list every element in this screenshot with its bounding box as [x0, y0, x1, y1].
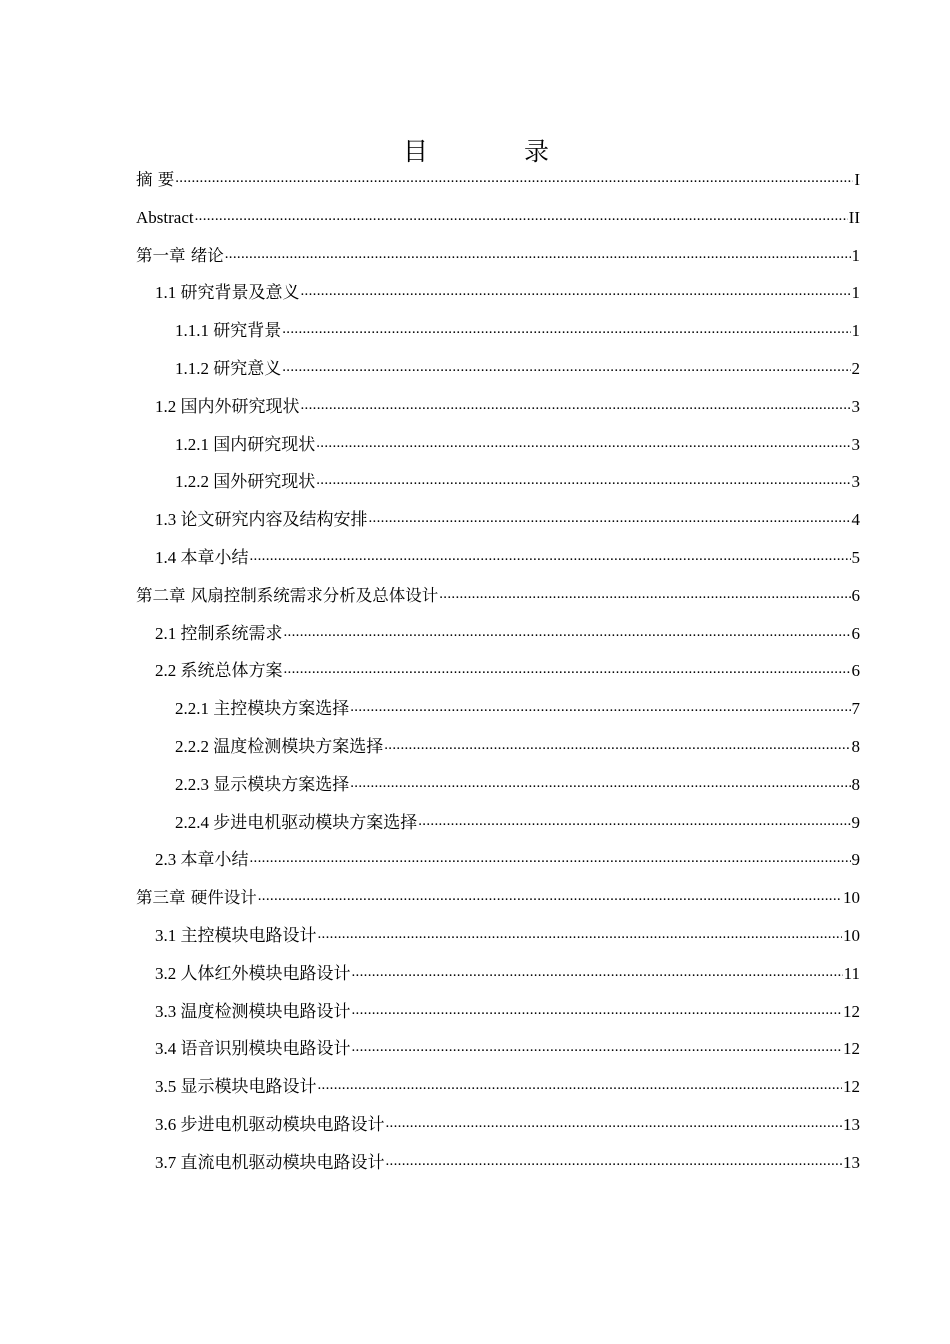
toc-dot-leader	[195, 206, 848, 223]
toc-dot-leader	[284, 622, 851, 639]
toc-entry[interactable]	[136, 1106, 860, 1144]
toc-entry-page-number: 11	[843, 963, 860, 983]
toc-entry[interactable]	[136, 539, 860, 577]
toc-entry-label: 2.2.1 主控模块方案选择	[175, 699, 350, 719]
toc-entry-label: 第一章 绪论	[136, 245, 224, 265]
toc-entry[interactable]	[136, 917, 860, 955]
toc-entry-page-number: 1	[851, 321, 860, 341]
toc-entry-label: 3.1 主控模块电路设计	[155, 925, 317, 945]
toc-entry[interactable]	[136, 1144, 860, 1182]
toc-entry-label: Abstract	[136, 207, 194, 227]
toc-entry[interactable]	[136, 652, 860, 690]
toc-entry-label: 第二章 风扇控制系统需求分析及总体设计	[136, 585, 439, 605]
toc-entry-label: 2.2.4 步进电机驱动模块方案选择	[175, 812, 418, 832]
toc-dot-leader	[352, 962, 843, 979]
toc-entry[interactable]	[136, 690, 860, 728]
toc-entry-page-number: 10	[843, 925, 860, 945]
toc-entry[interactable]	[136, 350, 860, 388]
toc-entry[interactable]	[136, 879, 860, 917]
toc-dot-leader	[386, 1113, 843, 1130]
toc-entry-label: 2.2.3 显示模块方案选择	[175, 774, 350, 794]
toc-dot-leader	[369, 508, 851, 525]
toc-dot-leader	[250, 848, 851, 865]
toc-entry[interactable]	[136, 728, 860, 766]
toc-entry[interactable]	[136, 766, 860, 804]
toc-dot-leader	[250, 546, 851, 563]
toc-dot-leader	[384, 735, 850, 752]
toc-entry-label: 3.2 人体红外模块电路设计	[155, 963, 351, 983]
toc-entry-page-number: 3	[851, 434, 860, 454]
toc-dot-leader	[301, 281, 851, 298]
toc-entry-page-number: 1	[851, 245, 860, 265]
toc-entry-label: 2.2 系统总体方案	[155, 661, 283, 681]
toc-dot-leader	[439, 584, 850, 601]
toc-entry[interactable]	[136, 577, 860, 615]
toc-entry-label: 1.2.2 国外研究现状	[175, 472, 316, 492]
toc-entry-label: 3.3 温度检测模块电路设计	[155, 1001, 351, 1021]
toc-entry-page-number: 8	[851, 736, 860, 756]
toc-entry-page-number: 12	[843, 1039, 860, 1059]
toc-dot-leader	[352, 1037, 843, 1054]
toc-entry-label: 1.4 本章小结	[155, 547, 249, 567]
toc-entry-label: 2.1 控制系统需求	[155, 623, 283, 643]
toc-entry[interactable]	[136, 993, 860, 1031]
toc-dot-leader	[418, 811, 850, 828]
toc-entry[interactable]	[136, 388, 860, 426]
toc-dot-leader	[284, 659, 851, 676]
table-of-contents	[136, 161, 860, 1182]
toc-entry-page-number: 2	[851, 358, 860, 378]
toc-entry-label: 1.2 国内外研究现状	[155, 396, 300, 416]
toc-entry-page-number: 7	[851, 699, 860, 719]
toc-entry[interactable]	[136, 237, 860, 275]
toc-entry-page-number: 4	[851, 510, 860, 530]
toc-entry[interactable]	[136, 199, 860, 237]
toc-dot-leader	[175, 168, 853, 185]
toc-entry-label: 第三章 硬件设计	[136, 888, 257, 908]
toc-entry-label: 1.3 论文研究内容及结构安排	[155, 510, 368, 530]
toc-dot-leader	[258, 886, 842, 903]
toc-entry-page-number: 6	[851, 623, 860, 643]
toc-entry-page-number: II	[848, 207, 860, 227]
toc-entry[interactable]	[136, 501, 860, 539]
toc-entry[interactable]	[136, 1030, 860, 1068]
toc-entry-page-number: 6	[851, 585, 860, 605]
toc-entry-label: 3.5 显示模块电路设计	[155, 1077, 317, 1097]
toc-entry-label: 1.1 研究背景及意义	[155, 283, 300, 303]
toc-entry-page-number: 13	[843, 1152, 860, 1172]
toc-entry-page-number: 5	[851, 547, 860, 567]
toc-entry[interactable]	[136, 312, 860, 350]
toc-entry[interactable]	[136, 841, 860, 879]
toc-dot-leader	[350, 773, 850, 790]
toc-dot-leader	[301, 395, 851, 412]
toc-dot-leader	[225, 244, 851, 261]
toc-entry-page-number: 10	[843, 888, 860, 908]
toc-dot-leader	[350, 697, 850, 714]
toc-entry-page-number: 9	[851, 850, 860, 870]
toc-entry-label: 3.4 语音识别模块电路设计	[155, 1039, 351, 1059]
toc-dot-leader	[316, 433, 850, 450]
toc-entry-page-number: I	[854, 170, 860, 189]
toc-dot-leader	[318, 1075, 843, 1092]
toc-entry-label: 1.2.1 国内研究现状	[175, 434, 316, 454]
toc-entry-page-number: 3	[851, 472, 860, 492]
toc-entry-page-number: 6	[851, 661, 860, 681]
toc-entry[interactable]	[136, 274, 860, 312]
toc-entry-page-number: 1	[851, 283, 860, 303]
toc-entry-label: 3.6 步进电机驱动模块电路设计	[155, 1114, 385, 1134]
toc-entry[interactable]	[136, 463, 860, 501]
toc-entry-page-number: 8	[851, 774, 860, 794]
toc-entry-label: 1.1.2 研究意义	[175, 358, 282, 378]
toc-entry-page-number: 12	[843, 1001, 860, 1021]
toc-entry[interactable]	[136, 804, 860, 842]
toc-entry[interactable]	[136, 426, 860, 464]
toc-entry-page-number: 13	[843, 1114, 860, 1134]
toc-entry-label: 3.7 直流电机驱动模块电路设计	[155, 1152, 385, 1172]
toc-dot-leader	[282, 319, 850, 336]
toc-entry-label: 1.1.1 研究背景	[175, 321, 282, 341]
toc-entry-page-number: 12	[843, 1077, 860, 1097]
toc-entry[interactable]	[136, 615, 860, 653]
toc-entry[interactable]	[136, 1068, 860, 1106]
toc-entry-label: 2.3 本章小结	[155, 850, 249, 870]
toc-entry-page-number: 3	[851, 396, 860, 416]
page-title: 目 录	[403, 137, 593, 166]
toc-dot-leader	[316, 470, 850, 487]
toc-entry[interactable]	[136, 161, 860, 199]
toc-dot-leader	[352, 1000, 843, 1017]
toc-dot-leader	[318, 924, 843, 941]
toc-entry-page-number: 9	[851, 812, 860, 832]
toc-dot-leader	[282, 357, 850, 374]
toc-entry[interactable]	[136, 955, 860, 993]
toc-entry-label: 摘 要	[136, 170, 175, 189]
toc-entry-label: 2.2.2 温度检测模块方案选择	[175, 736, 384, 756]
toc-dot-leader	[386, 1151, 843, 1168]
